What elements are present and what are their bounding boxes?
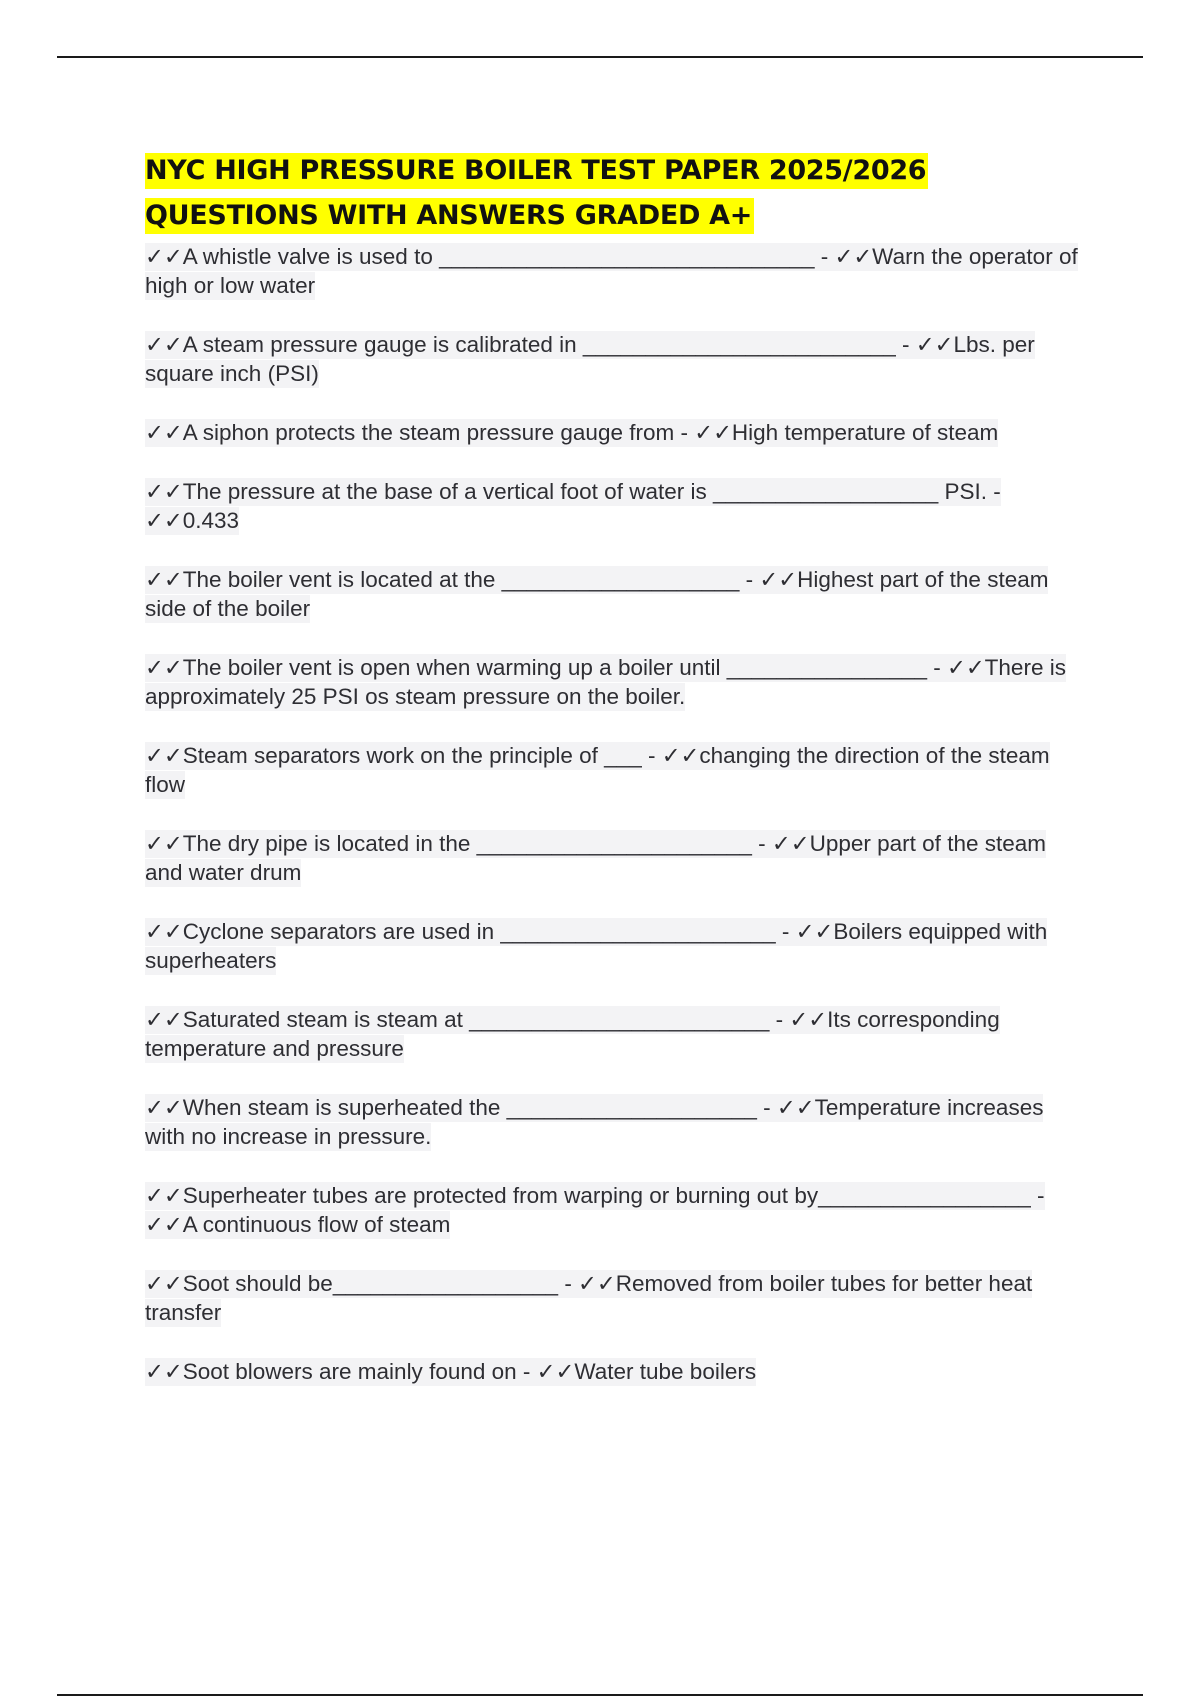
question-item	[145, 1181, 1085, 1239]
document-title	[145, 148, 1085, 238]
question-text: ✓✓Superheater tubes are protected from warping or burning out by_________________ - ✓✓A continuous flow of steam	[145, 1183, 1045, 1237]
question-item	[145, 1357, 1085, 1386]
question-item	[145, 1005, 1085, 1063]
question-text: ✓✓Cyclone separators are used in ______________________ - ✓✓Boilers equipped with superheaters	[145, 919, 1048, 973]
document-body	[145, 148, 1085, 1386]
question-item	[145, 829, 1085, 887]
question-text: ✓✓A whistle valve is used to ______________________________ - ✓✓Warn the operator of high or low water	[145, 244, 1078, 298]
question-item	[145, 741, 1085, 799]
question-item	[145, 653, 1085, 711]
question-text: ✓✓The boiler vent is located at the ___________________ - ✓✓Highest part of the steam side of the boiler	[145, 567, 1049, 621]
question-item	[145, 477, 1085, 535]
title-line-1: NYC HIGH PRESSURE BOILER TEST PAPER 2025/2026	[145, 153, 928, 189]
question-text: ✓✓Soot blowers are mainly found on - ✓✓Water tube boilers	[145, 1359, 757, 1384]
question-list	[145, 242, 1085, 1386]
question-text: ✓✓The pressure at the base of a vertical foot of water is __________________ PSI. - ✓✓0.433	[145, 479, 1001, 533]
bottom-rule	[57, 1694, 1143, 1696]
question-item	[145, 242, 1085, 300]
question-text: ✓✓The dry pipe is located in the ______________________ - ✓✓Upper part of the steam and water drum	[145, 831, 1046, 885]
question-text: ✓✓Steam separators work on the principle of ___ - ✓✓changing the direction of the steam flow	[145, 743, 1050, 797]
question-text: ✓✓Saturated steam is steam at ________________________ - ✓✓Its corresponding temperature and pressure	[145, 1007, 1000, 1061]
question-item	[145, 565, 1085, 623]
question-item	[145, 330, 1085, 388]
title-line-2: QUESTIONS WITH ANSWERS GRADED A+	[145, 198, 754, 234]
question-text: ✓✓The boiler vent is open when warming up a boiler until ________________ - ✓✓There is approximately 25 PSI os steam pressure on the boiler.	[145, 655, 1066, 709]
question-item	[145, 418, 1085, 447]
question-text: ✓✓Soot should be__________________ - ✓✓Removed from boiler tubes for better heat transfer	[145, 1271, 1033, 1325]
question-text: ✓✓When steam is superheated the ____________________ - ✓✓Temperature increases with no increase in pressure.	[145, 1095, 1044, 1149]
question-item	[145, 1269, 1085, 1327]
question-item	[145, 1093, 1085, 1151]
question-text: ✓✓A siphon protects the steam pressure gauge from - ✓✓High temperature of steam	[145, 420, 999, 445]
top-rule	[57, 56, 1143, 58]
question-text: ✓✓A steam pressure gauge is calibrated in _________________________ - ✓✓Lbs. per square inch (PSI)	[145, 332, 1035, 386]
question-item	[145, 917, 1085, 975]
